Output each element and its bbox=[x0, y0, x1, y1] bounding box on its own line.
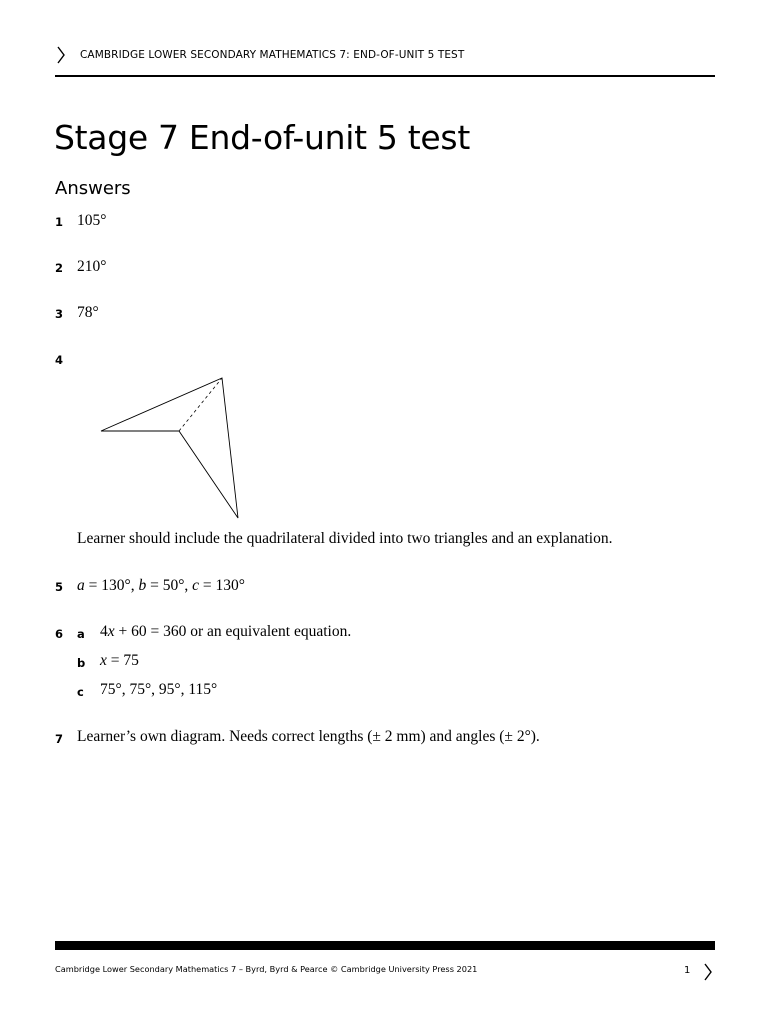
answer-text: 75°, 75°, 95°, 115° bbox=[100, 681, 218, 698]
header-rule bbox=[55, 75, 715, 77]
answer-text: Learner should include the quadrilateral divided into two triangles and an explanation. bbox=[77, 530, 613, 547]
chevron-right-icon bbox=[56, 46, 66, 64]
part-label: a bbox=[77, 627, 85, 641]
question-number: 7 bbox=[55, 732, 64, 746]
answer-text: 4x + 60 = 360 or an equivalent equation. bbox=[100, 623, 352, 640]
answer-text: 210° bbox=[77, 258, 107, 275]
quadrilateral-shape bbox=[101, 378, 238, 518]
header-title: CAMBRIDGE LOWER SECONDARY MATHEMATICS 7: END-OF-UNIT 5 TEST bbox=[80, 49, 465, 61]
diagonal-dashed-line bbox=[179, 378, 222, 431]
footer-bar bbox=[55, 941, 715, 950]
section-heading: Answers bbox=[55, 178, 131, 199]
answer-text: Learner’s own diagram. Needs correct lengths (± 2 mm) and angles (± 2°). bbox=[77, 728, 540, 745]
question-number: 3 bbox=[55, 307, 64, 321]
answer-text: 105° bbox=[77, 212, 107, 229]
question-number: 2 bbox=[55, 261, 64, 275]
question-number: 5 bbox=[55, 580, 64, 594]
question-number: 1 bbox=[55, 215, 64, 229]
question-number: 4 bbox=[55, 353, 64, 367]
answer-text: a = 130°, b = 50°, c = 130° bbox=[77, 577, 245, 594]
part-label: b bbox=[77, 656, 86, 670]
page-number: 1 bbox=[684, 965, 691, 976]
answer-text: x = 75 bbox=[100, 652, 139, 669]
footer-text: Cambridge Lower Secondary Mathematics 7 – Byrd, Byrd & Pearce © Cambridge University Press 2021 bbox=[55, 964, 478, 974]
question-number: 6 bbox=[55, 627, 64, 641]
quadrilateral-diagram bbox=[95, 372, 245, 522]
page-title: Stage 7 End-of-unit 5 test bbox=[54, 118, 470, 157]
part-label: c bbox=[77, 685, 84, 699]
answer-text: 78° bbox=[77, 304, 99, 321]
chevron-right-icon[interactable] bbox=[703, 963, 713, 981]
